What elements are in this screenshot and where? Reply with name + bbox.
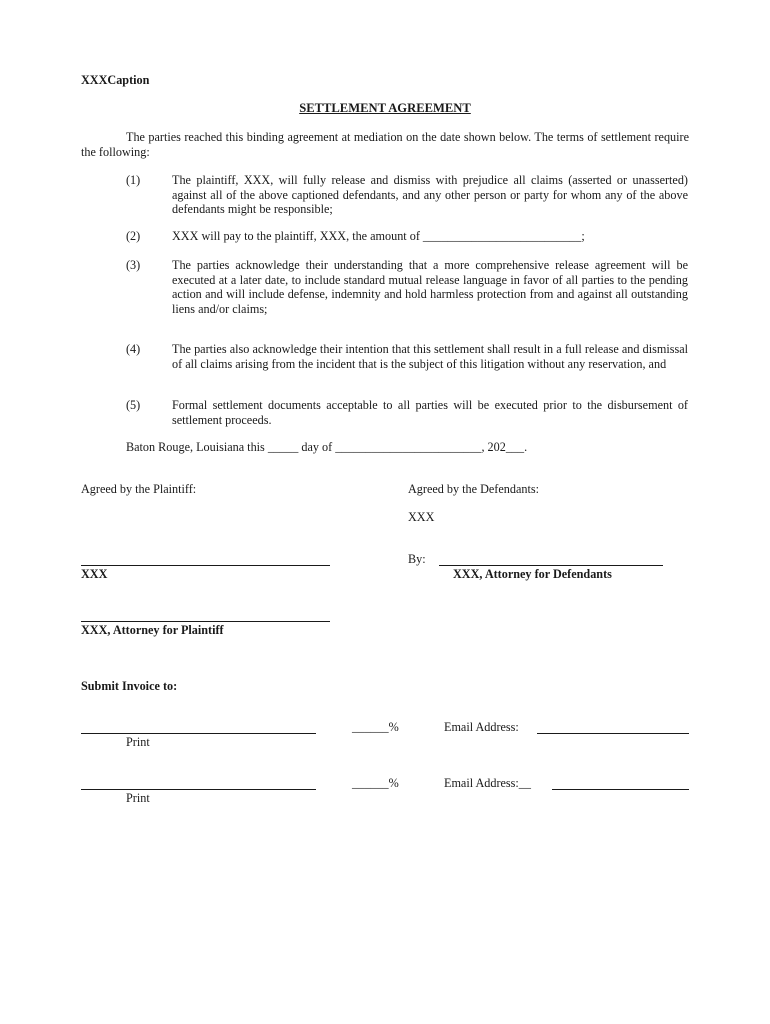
document-title: SETTLEMENT AGREEMENT	[299, 101, 471, 115]
plaintiff-agreed-label: Agreed by the Plaintiff:	[81, 482, 197, 496]
item-text: The parties acknowledge their understanding that a more comprehensive release agreement will be executed at a later date, to include standard mutual release language in favor of all parties to the pending action and will include defense, indemnity and hold harmless protection from and against all outstanding liens and/or claims;	[172, 258, 688, 316]
document-caption: XXXCaption	[81, 73, 150, 87]
email-address-label: Email Address:__	[444, 776, 531, 790]
intro-paragraph: The parties reached this binding agreement at mediation on the date shown below. The terms of settlement require the following:	[81, 130, 689, 159]
item-number: (3)	[126, 258, 141, 272]
print-label: Print	[126, 791, 150, 805]
defendants-agreed-label: Agreed by the Defendants:	[408, 482, 539, 496]
item-number: (4)	[126, 342, 141, 356]
invoice-print-line[interactable]	[81, 789, 316, 790]
plaintiff-signature-line[interactable]	[81, 565, 330, 566]
item-number: (1)	[126, 173, 141, 187]
item-text: The plaintiff, XXX, will fully release and dismiss with prejudice all claims (asserted or unasserted) against all of the above captioned defendants, and any other person or party for whom any of the above defendants might be responsible;	[172, 173, 688, 217]
print-label: Print	[126, 735, 150, 749]
defendants-signature-line[interactable]	[439, 565, 663, 566]
invoice-percent: ______%	[352, 776, 399, 790]
defendants-attorney-label: XXX, Attorney for Defendants	[453, 567, 612, 581]
email-address-line[interactable]	[552, 789, 689, 790]
plaintiff-signature-name: XXX	[81, 567, 108, 581]
email-address-label: Email Address:	[444, 720, 519, 734]
defendants-name: XXX	[408, 510, 435, 524]
email-address-line[interactable]	[537, 733, 689, 734]
invoice-print-line[interactable]	[81, 733, 316, 734]
plaintiff-attorney-label: XXX, Attorney for Plaintiff	[81, 623, 224, 637]
item-number: (5)	[126, 398, 141, 412]
item-text: Formal settlement documents acceptable to all parties will be executed prior to the disbursement of settlement proceeds.	[172, 398, 688, 427]
submit-invoice-heading: Submit Invoice to:	[81, 679, 178, 693]
plaintiff-attorney-signature-line[interactable]	[81, 621, 330, 622]
item-text: XXX will pay to the plaintiff, XXX, the amount of __________________________;	[172, 229, 585, 243]
item-number: (2)	[126, 229, 141, 243]
item-text: The parties also acknowledge their intention that this settlement shall result in a full release and dismissal of all claims arising from the incident that is the subject of this litigation without any reservation, and	[172, 342, 688, 371]
date-line: Baton Rouge, Louisiana this _____ day of ________________________, 202___.	[126, 440, 528, 454]
invoice-percent: ______%	[352, 720, 399, 734]
by-label: By:	[408, 552, 426, 566]
